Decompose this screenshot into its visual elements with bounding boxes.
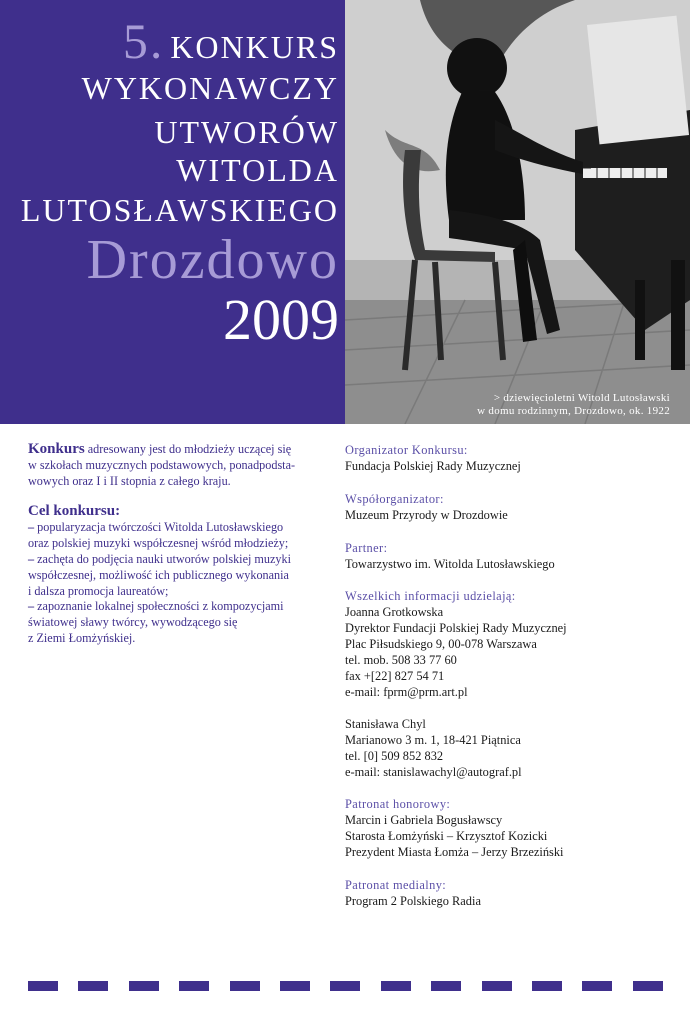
dash-mark xyxy=(28,981,58,991)
partner-value: Towarzystwo im. Witolda Lutosławskiego xyxy=(345,556,555,571)
dash-mark xyxy=(482,981,512,991)
honorary-label: Patronat honorowy: xyxy=(345,797,451,812)
coorganizer-value: Muzeum Przyrody w Drozdowie xyxy=(345,507,508,522)
left-column xyxy=(28,442,320,647)
boy-at-piano-illustration xyxy=(345,0,690,424)
intro-paragraph: Konkurs adresowany jest do młodzieży uczącej się xyxy=(28,441,292,457)
goal-line: współczesnej, możliwość ich publicznego wykonania xyxy=(28,567,289,582)
right-column xyxy=(345,443,675,927)
goal-item: – popularyzacja twórczości Witolda Lutosławskiego xyxy=(28,520,284,535)
dash-mark xyxy=(431,981,461,991)
dash-mark xyxy=(78,981,108,991)
contact1-name: Joanna Grotkowska xyxy=(345,605,444,620)
dash-mark xyxy=(179,981,209,991)
coorganizer-label: Współorganizator: xyxy=(345,491,444,506)
honorary-patron: Starosta Łomżyński – Krzysztof Kozicki xyxy=(345,829,548,844)
organizer-section xyxy=(345,443,675,475)
honorary-patron: Marcin i Gabriela Bogusławscy xyxy=(345,813,503,828)
intro-lead: Konkurs xyxy=(28,441,85,457)
dash-mark xyxy=(582,981,612,991)
contact1-address: Plac Piłsudskiego 9, 00-078 Warszawa xyxy=(345,637,537,652)
dash-mark xyxy=(381,981,411,991)
title-line-lutoslawskiego: LUTOSŁAWSKIEGO xyxy=(20,192,339,228)
title-line-wykonawczy: WYKONAWCZY xyxy=(81,70,339,106)
goals-heading: Cel konkursu: xyxy=(28,503,121,520)
honorary-patron: Prezydent Miasta Łomża – Jerzy Brzeziński xyxy=(345,845,564,860)
intro-line: w szkołach muzycznych podstawowych, ponadpodsta- xyxy=(28,457,296,472)
organizer-value: Fundacja Polskiej Rady Muzycznej xyxy=(345,458,521,473)
contact2-name: Stanisława Chyl xyxy=(345,716,426,731)
goal-line: światowej sławy twórcy, wywodzącego się xyxy=(28,615,238,630)
contact2-email: e-mail: stanislawachyl@autograf.pl xyxy=(345,764,522,779)
media-section xyxy=(345,878,675,910)
honorary-section xyxy=(345,797,675,861)
historic-photo xyxy=(345,0,690,424)
intro-line: wowych oraz I i II stopnia z całego kraju. xyxy=(28,473,231,488)
goal-line: i dalsza promocja laureatów; xyxy=(28,583,169,598)
contact2-address: Marianowo 3 m. 1, 18-421 Piątnica xyxy=(345,732,521,747)
contact2-phone: tel. [0] 509 852 832 xyxy=(345,748,444,763)
goal-line: oraz polskiej muzyki współczesnej wśród młodzieży; xyxy=(28,536,289,551)
dash-mark xyxy=(280,981,310,991)
title-line-utworow: UTWORÓW xyxy=(154,114,339,150)
hero-section xyxy=(0,0,690,424)
partner-label: Partner: xyxy=(345,540,388,555)
goal-item: – zachęta do podjęcia nauki utworów polskiej muzyki xyxy=(28,551,291,566)
contact-label: Wszelkich informacji udzielają: xyxy=(345,589,516,604)
coorganizer-section xyxy=(345,492,675,524)
title-place: Drozdowo xyxy=(86,229,339,291)
contact1-fax: fax +[22] 827 54 71 xyxy=(345,668,445,683)
dash-mark xyxy=(532,981,562,991)
dash-mark xyxy=(633,981,663,991)
photo-caption: > dziewięcioletni Witold Lutosławski w domu rodzinnym, Drozdowo, ok. 1922 xyxy=(477,392,670,417)
decorative-dash-border xyxy=(28,981,663,991)
partner-section xyxy=(345,541,675,573)
dash-mark xyxy=(230,981,260,991)
contact1-email: e-mail: fprm@prm.art.pl xyxy=(345,684,468,699)
dash-mark xyxy=(129,981,159,991)
media-label: Patronat medialny: xyxy=(345,878,447,893)
title-line-witolda: WITOLDA xyxy=(176,152,339,188)
organizer-label: Organizator Konkursu: xyxy=(345,443,468,457)
contact1-phone: tel. mob. 508 33 77 60 xyxy=(345,653,457,668)
title-line-konkurs: 5. KONKURS xyxy=(122,13,339,69)
contact1-role: Dyrektor Fundacji Polskiej Rady Muzycznej xyxy=(345,621,567,636)
edition-number: 5. xyxy=(122,13,165,69)
goal-item: – zapoznanie lokalnej społeczności z kompozycjami xyxy=(28,599,284,614)
media-value: Program 2 Polskiego Radia xyxy=(345,893,481,908)
contact-section xyxy=(345,589,675,780)
title-panel xyxy=(0,0,345,424)
goal-line: z Ziemi Łomżyńskiej. xyxy=(28,630,136,645)
title-year: 2009 xyxy=(223,287,339,352)
dash-mark xyxy=(330,981,360,991)
